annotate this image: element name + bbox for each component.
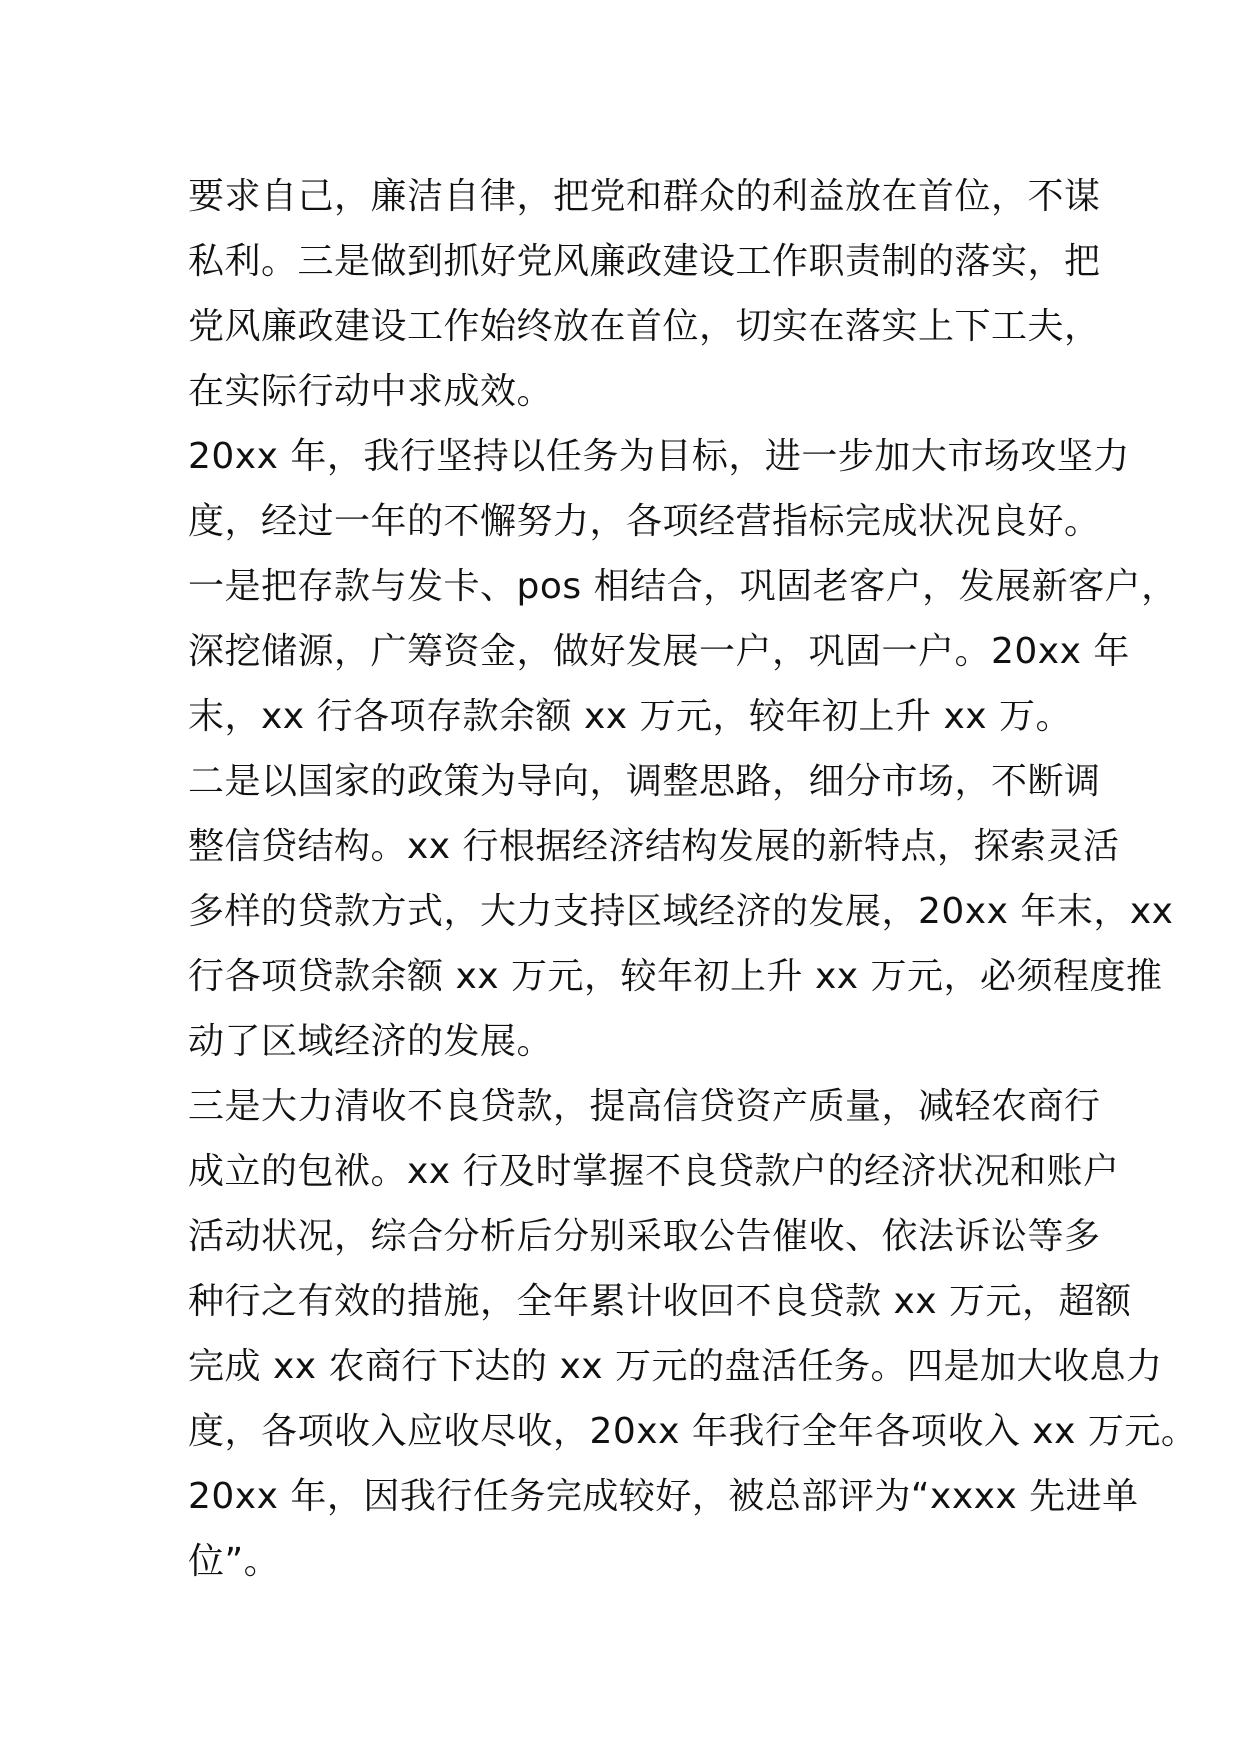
text-line: 三是大力清收不良贷款，提高信贷资产质量，减轻农商行 (188, 1086, 1101, 1127)
text-line: 活动状况，综合分析后分别采取公告催收、依法诉讼等多 (188, 1216, 1101, 1257)
text-line: 在实际行动中求成效。 (188, 371, 554, 412)
text-line: 度，各项收入应收尽收，20xx 年我行全年各项收入 xx 万元。 (188, 1411, 1198, 1452)
text-line: 整信贷结构。xx 行根据经济结构发展的新特点，探索灵活 (188, 826, 1120, 867)
text-line: 完成 xx 农商行下达的 xx 万元的盘活任务。四是加大收息力 (188, 1346, 1163, 1387)
text-line: 20xx 年，因我行任务完成较好，被总部评为“xxxx 先进单 (188, 1476, 1139, 1517)
text-line: 党风廉政建设工作始终放在首位，切实在落实上下工夫， (188, 306, 1101, 347)
text-line: 行各项贷款余额 xx 万元，较年初上升 xx 万元，必须程度推 (188, 956, 1163, 997)
text-line: 成立的包袱。xx 行及时掌握不良贷款户的经济状况和账户 (188, 1151, 1120, 1192)
text-line: 要求自己，廉洁自律，把党和群众的利益放在首位，不谋 (188, 176, 1101, 217)
text-line: 度，经过一年的不懈努力，各项经营指标完成状况良好。 (188, 501, 1101, 542)
text-line: 一是把存款与发卡、pos 相结合，巩固老客户，发展新客户， (188, 566, 1178, 607)
text-line: 动了区域经济的发展。 (188, 1021, 554, 1062)
text-line: 二是以国家的政策为导向，调整思路，细分市场，不断调 (188, 761, 1101, 802)
body-text (188, 164, 1198, 1594)
text-line: 位”。 (188, 1541, 281, 1582)
text-line: 末，xx 行各项存款余额 xx 万元，较年初上升 xx 万。 (188, 696, 1073, 737)
text-line: 私利。三是做到抓好党风廉政建设工作职责制的落实，把 (188, 241, 1101, 282)
text-line: 20xx 年，我行坚持以任务为目标，进一步加大市场攻坚力 (188, 436, 1130, 477)
text-line: 多样的贷款方式，大力支持区域经济的发展，20xx 年末，xx (188, 891, 1174, 932)
text-line: 深挖储源，广筹资金，做好发展一户，巩固一户。20xx 年 (188, 631, 1130, 672)
text-line: 种行之有效的措施，全年累计收回不良贷款 xx 万元，超额 (188, 1281, 1132, 1322)
